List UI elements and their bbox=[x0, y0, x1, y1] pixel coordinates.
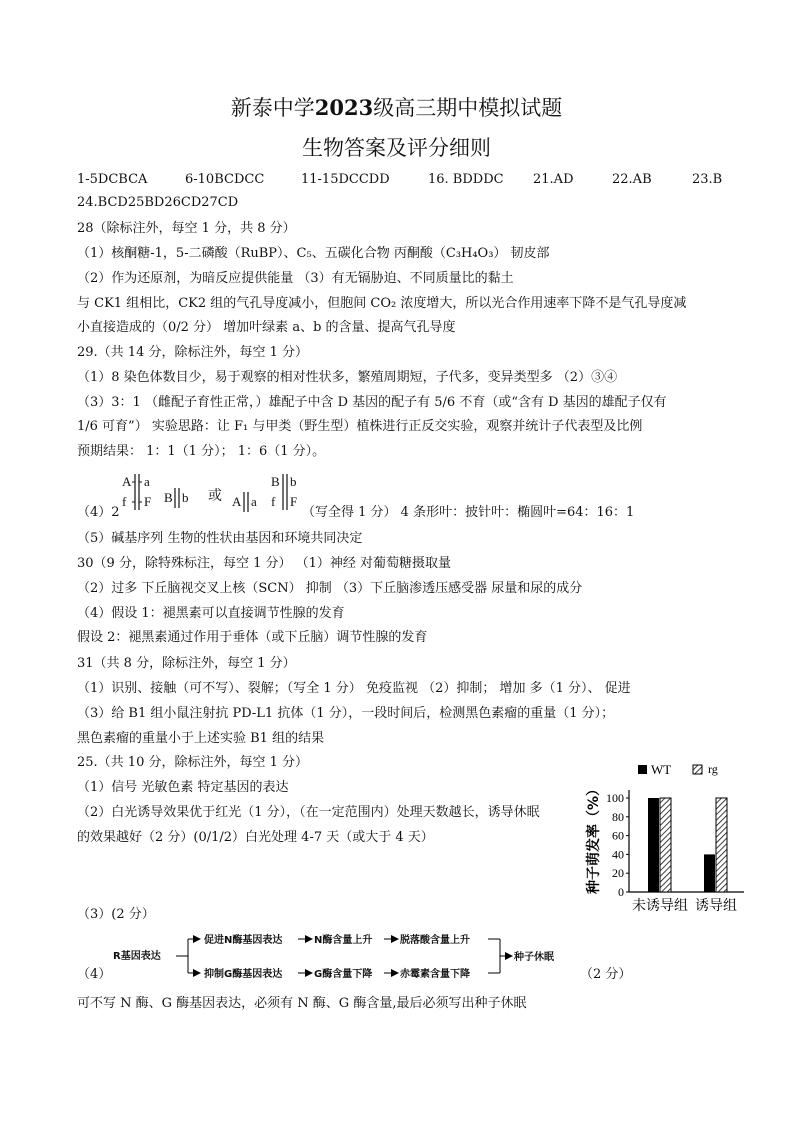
page-subtitle: 生物答案及评分细则 bbox=[302, 136, 491, 160]
q25-line: 的效果越好（2 分）(0/1/2）白光处理 4-7 天（或大于 4 天） bbox=[77, 830, 434, 845]
title-school: 新泰中学 bbox=[230, 96, 315, 120]
q31-line: （3）给 B1 组小鼠注射抗 PD-L1 抗体（1 分），一段时间后，检测黑色素瘤的重量（1 分）； bbox=[77, 706, 615, 721]
y-tick-label: 40 bbox=[612, 847, 624, 862]
q29-heading: 29.（共 14 分，除标注外，每空 1 分） bbox=[77, 345, 309, 360]
x-category-label: 未诱导组 bbox=[632, 898, 688, 914]
flow-bottom-2: G酶含量下降 bbox=[314, 969, 373, 980]
legend-rg-swatch bbox=[693, 765, 702, 774]
y-tick-label: 80 bbox=[612, 809, 624, 824]
y-tick-label: 60 bbox=[612, 828, 624, 843]
q30-heading: 30（9 分，除特殊标注，每空 1 分） （1）神经 对葡萄糖摄取量 bbox=[77, 556, 452, 571]
q29-part4-prefix: （4）2 bbox=[77, 505, 120, 520]
q31-line: 黑色素瘤的重量小于上述实验 B1 组的结果 bbox=[77, 731, 325, 746]
or-text: 或 bbox=[208, 489, 222, 504]
gene-label: F bbox=[144, 494, 152, 509]
q29-line: （3）3：1 （雌配子育性正常，）雄配子中含 D 基因的配子有 5/6 不育（或“含有 D 基因的雄配子仅有 bbox=[77, 395, 667, 410]
q25-line: （1）信号 光敏色素 特定基因的表达 bbox=[77, 780, 289, 795]
flow-start: R基因表达 bbox=[113, 951, 161, 962]
gene-label: a bbox=[144, 474, 150, 489]
y-axis-label: 种子萌发率（%） bbox=[586, 781, 602, 895]
flow-top-3: 脱落酸含量上升 bbox=[400, 935, 470, 946]
q31-line: （1）识别、接触（可不写）、裂解；（写全 1 分） 免疫监视 （2）抑制； 增加 多（1 分）、 促进 bbox=[77, 681, 631, 696]
germination-chart bbox=[578, 760, 748, 915]
mcq-16-20: 16. BDDDC bbox=[428, 172, 504, 187]
q29-line: （1）8 染色体数目少，易于观察的相对性状多，繁殖周期短，子代多，变异类型多 （2）③④ bbox=[77, 370, 618, 385]
legend-rg-label: rg bbox=[708, 762, 718, 776]
gene-label: B bbox=[164, 490, 173, 505]
title-exam: 级高三期中模拟试题 bbox=[373, 96, 563, 120]
q30-line: 假设 2：褪黑素通过作用于垂体（或下丘脑）调节性腺的发育 bbox=[77, 630, 428, 645]
q29-part4-suffix: （写全得 1 分） 4 条形叶：披针叶：椭圆叶=64：16：1 bbox=[302, 505, 635, 520]
q29-line: （5）碱基序列 生物的性状由基因和环境共同决定 bbox=[77, 531, 363, 546]
gene-label: b bbox=[182, 490, 189, 505]
q25-line: （3）(2 分） bbox=[77, 907, 155, 922]
q29-line: 预期结果： 1：1（1 分）； 1：6（1 分）。 bbox=[77, 444, 326, 459]
legend-wt-swatch bbox=[638, 765, 647, 774]
q28-heading: 28（除标注外，每空 1 分，共 8 分） bbox=[77, 221, 296, 236]
mcq-21: 21.AD bbox=[533, 172, 574, 187]
gene-label: A bbox=[122, 474, 132, 489]
q25-part4-suffix: （2 分） bbox=[580, 967, 632, 982]
q30-line: （2）过多 下丘脑视交叉上核（SCN） 抑制 （3）下丘脑渗透压感受器 尿量和尿的成分 bbox=[77, 581, 583, 596]
gene-label: A bbox=[232, 494, 242, 509]
flow-diagram bbox=[108, 925, 578, 985]
q25-part4-prefix: （4） bbox=[77, 967, 112, 982]
bar-wt bbox=[704, 854, 715, 892]
mcq-1-5: 1-5DCBCA bbox=[77, 172, 148, 187]
q28-line: （1）核酮糖-1，5-二磷酸（RuBP）、C₅、五碳化合物 丙酮酸（C₃H₄O₃） 韧皮部 bbox=[77, 246, 550, 261]
chromosome-diagram bbox=[118, 470, 298, 518]
mcq-23: 23.B bbox=[692, 172, 723, 187]
q28-line: 与 CK1 组相比，CK2 组的气孔导度减小，但胞间 CO₂ 浓度增大，所以光合作用速率下降不是气孔导度减 bbox=[77, 296, 687, 311]
flow-bottom-3: 赤霉素含量下降 bbox=[400, 969, 470, 980]
q28-line: （2）作为还原剂，为暗反应提供能量 （3）有无镉胁迫、不同质量比的黏土 bbox=[77, 271, 514, 286]
legend-wt-label: WT bbox=[651, 762, 672, 777]
q28-line: 小直接造成的（0/2 分） 增加叶绿素 a、b 的含量、提高气孔导度 bbox=[77, 320, 456, 335]
q25-note: 可不写 N 酶、G 酶基因表达，必须有 N 酶、G 酶含量,最后必须写出种子休眠 bbox=[77, 996, 527, 1011]
q25-line: （2）白光诱导效果优于红光（1 分），（在一定范围内）处理天数越长，诱导休眠 bbox=[77, 805, 540, 820]
flow-top-1: 促进N酶基因表达 bbox=[204, 935, 283, 946]
flow-top-2: N酶含量上升 bbox=[314, 935, 373, 946]
gene-label: b bbox=[290, 474, 297, 489]
gene-label: f bbox=[122, 494, 127, 509]
flow-end: 种子休眠 bbox=[514, 952, 554, 963]
gene-label: F bbox=[290, 494, 298, 509]
q25-heading: 25.（共 10 分，除标注外，每空 1 分） bbox=[77, 755, 309, 770]
gene-label: B bbox=[271, 474, 280, 489]
x-category-label: 诱导组 bbox=[695, 898, 737, 914]
bar-rg bbox=[716, 798, 727, 892]
bar-rg bbox=[660, 798, 671, 892]
title-year: 2023 bbox=[314, 95, 374, 120]
y-tick-label: 100 bbox=[606, 791, 624, 805]
q30-line: （4）假设 1：褪黑素可以直接调节性腺的发育 bbox=[77, 606, 345, 621]
mcq-11-15: 11-15DCCDD bbox=[301, 172, 390, 187]
page-title bbox=[0, 92, 793, 122]
y-tick-label: 20 bbox=[612, 866, 624, 881]
q29-line: 1/6 可育”） 实验思路：让 F₁ 与甲类（野生型）植株进行正反交实验，观察并统计子代表型及比例 bbox=[77, 419, 643, 434]
mcq-6-10: 6-10BCDCC bbox=[185, 172, 265, 187]
bar-wt bbox=[648, 798, 659, 892]
mcq-24-27: 24.BCD25BD26CD27CD bbox=[77, 195, 239, 210]
flow-bottom-1: 抑制G酶基因表达 bbox=[204, 969, 283, 980]
q31-heading: 31（共 8 分，除标注外，每空 1 分） bbox=[77, 656, 296, 671]
chart-svg bbox=[578, 760, 748, 915]
y-tick-label: 0 bbox=[618, 885, 624, 899]
mcq-22: 22.AB bbox=[612, 172, 652, 187]
gene-label: f bbox=[271, 494, 276, 509]
gene-label: a bbox=[251, 494, 257, 509]
